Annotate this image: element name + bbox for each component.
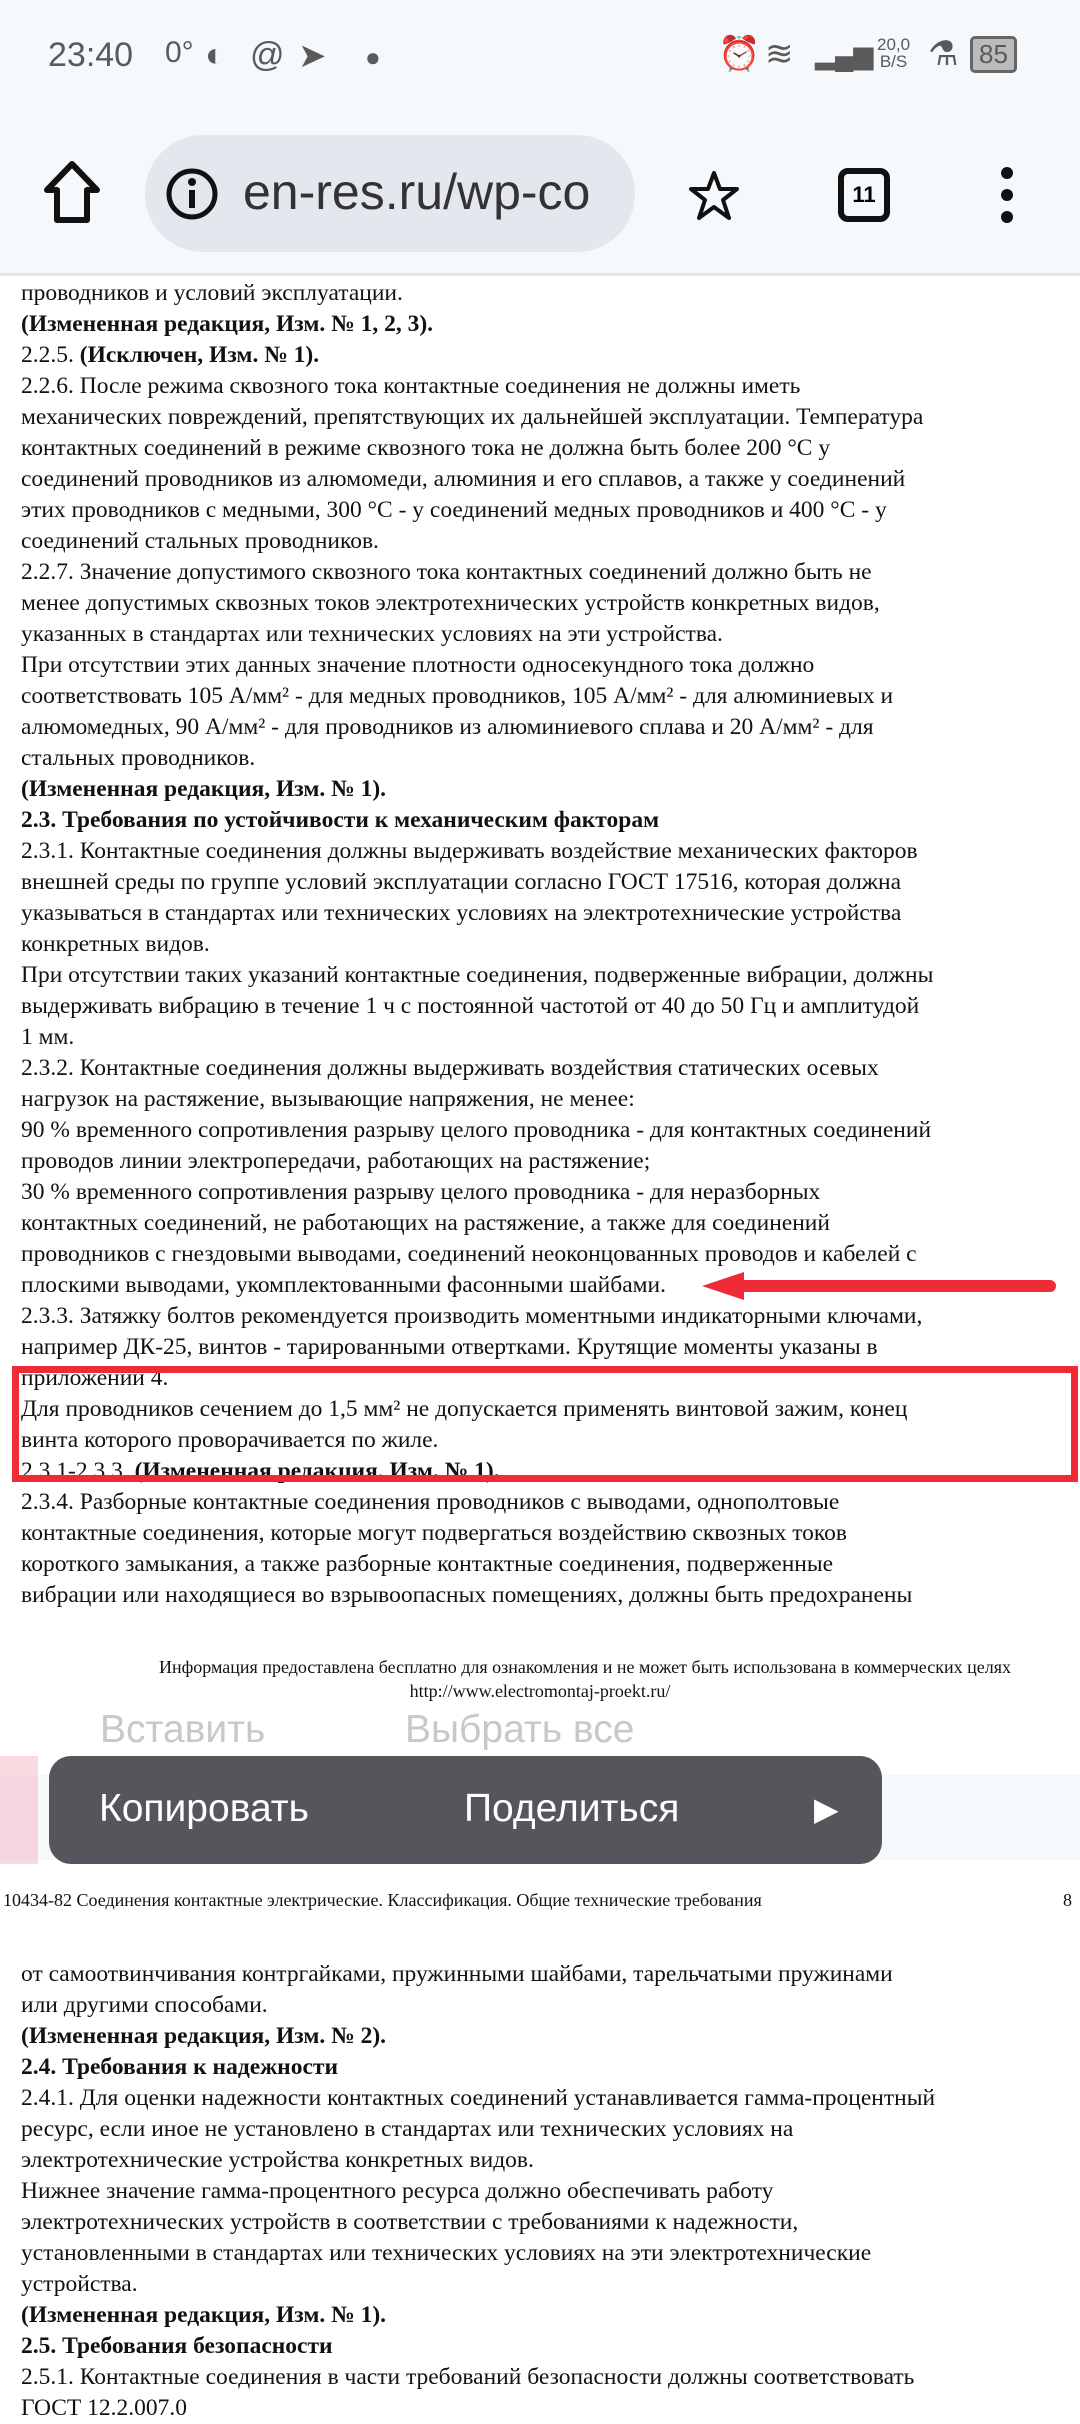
text-normal: 2.3.1-2.3.3.: [21, 1458, 135, 1484]
text-normal: ресурс, если иное не установлено в стандартах или технических условиях на: [21, 2116, 794, 2142]
address-bar[interactable]: [145, 135, 635, 252]
alarm-icon: ⏰: [718, 35, 761, 73]
text-normal: этих проводников с медными, 300 °С - у соединений медных проводников и 400 °С - у: [21, 497, 887, 523]
text-line: [21, 898, 901, 929]
text-normal: стальных проводников.: [21, 745, 256, 771]
text-line: [21, 278, 403, 309]
app-notification-icon: ◐: [205, 36, 226, 74]
text-normal: 1 мм.: [21, 1024, 75, 1050]
text-line: [21, 2207, 798, 2238]
text-line: [21, 1518, 847, 1549]
text-normal: 30 % временного сопротивления разрыву целого проводника - для неразборных: [21, 1179, 821, 1205]
text-line: [21, 2176, 773, 2207]
text-line: [21, 1301, 922, 1332]
text-normal: Для проводников сечением до 1,5 мм² не допускается применять винтовой зажим, конец: [21, 1396, 908, 1422]
text-line: [21, 433, 830, 464]
text-normal: контактные соединения, которые могут подвергаться воздействию сквозных токов: [21, 1520, 847, 1546]
text-line: [21, 1115, 931, 1146]
text-line: [21, 619, 723, 650]
text-line: [21, 1146, 650, 1177]
text-line: [21, 2145, 534, 2176]
text-normal: например ДК-25, винтов - тарированными отвертками. Крутящие моменты указаны в: [21, 1334, 878, 1360]
text-line: [21, 1239, 917, 1270]
text-line: [21, 774, 386, 805]
text-line: [21, 588, 880, 619]
text-line: [21, 1270, 666, 1301]
text-line: [21, 743, 255, 774]
text-line: [21, 1177, 820, 1208]
text-normal: Нижнее значение гамма-процентного ресурса должно обеспечивать работу: [21, 2178, 774, 2204]
text-normal: установленными в стандартах или технических условиях на эти электротехнические: [21, 2240, 872, 2266]
text-line: [21, 371, 800, 402]
text-line: [21, 1208, 830, 1239]
text-line: [21, 526, 379, 557]
text-normal: конкретных видов.: [21, 931, 210, 957]
text-normal: электротехнических устройств в соответствии с требованиями к надежности,: [21, 2209, 799, 2235]
text-line: [21, 2331, 333, 2362]
text-line: [21, 1022, 74, 1053]
text-line: [21, 2238, 871, 2269]
text-line: [21, 712, 874, 743]
text-line: [21, 1580, 912, 1611]
text-line: [21, 681, 893, 712]
text-normal: вибрации или находящиеся во взрывоопасных помещениях, должны быть предохранены: [21, 1582, 913, 1608]
text-normal: 90 % временного сопротивления разрыву целого проводника - для контактных соединений: [21, 1117, 932, 1143]
text-bold: 2.5. Требования безопасности: [21, 2333, 333, 2359]
text-bold: (Измененная редакция, Изм. № 2).: [21, 2023, 387, 2049]
clock: 23:40: [48, 36, 134, 74]
browser-toolbar: [0, 110, 1080, 276]
telegram-icon: ➤: [298, 37, 327, 75]
text-normal: 2.5.1. Контактные соединения в части требований безопасности должны соответствовать: [21, 2364, 915, 2390]
text-normal: менее допустимых сквозных токов электротехнических устройств конкретных видов,: [21, 590, 880, 616]
text-line: [21, 805, 659, 836]
text-line: [21, 1990, 268, 2021]
text-line: [21, 1332, 878, 1363]
text-normal: указываться в стандартах или технических условиях на электротехнические устройства: [21, 900, 902, 926]
copy-button[interactable]: Копировать: [99, 1787, 309, 1830]
more-arrow-icon[interactable]: ▶: [814, 1791, 839, 1827]
ghost-search-icon: [0, 1756, 38, 1864]
footer-notice: Информация предоставлена бесплатно для ознакомления и не может быть использована в коммерческих целях: [159, 1657, 1011, 1677]
text-normal: 2.3.3. Затяжку болтов рекомендуется производить моментными индикаторными ключами,: [21, 1303, 923, 1329]
wifi-icon: ≋: [765, 35, 794, 73]
text-line: [21, 495, 887, 526]
text-normal: соединений стальных проводников.: [21, 528, 379, 554]
text-line: [21, 836, 918, 867]
text-line: [21, 1053, 879, 1084]
text-normal: 2.3.4. Разборные контактные соединения проводников с выводами, однополтовые: [21, 1489, 840, 1515]
temperature: 0°: [165, 36, 194, 69]
url-text[interactable]: en-res.ru/wp-co: [243, 164, 591, 220]
text-normal: указанных в стандартах или технических условиях на эти устройства.: [21, 621, 723, 647]
text-line: [21, 340, 319, 371]
text-bold: (Измененная редакция, Изм. № 1).: [134, 1458, 500, 1484]
text-bold: (Исключен, Изм. № 1).: [79, 342, 320, 368]
text-normal: от самоотвинчивания контргайками, пружинными шайбами, тарельчатыми пружинами: [21, 1961, 893, 1987]
text-line: [21, 991, 919, 1022]
text-normal: При отсутствии таких указаний контактные соединения, подверженные вибрации, должны: [21, 962, 934, 988]
text-normal: алюмомедных, 90 А/мм² - для проводников из алюминиевого сплава и 20 А/мм² - для: [21, 714, 874, 740]
text-bold: (Измененная редакция, Изм. № 1, 2, 3).: [21, 311, 434, 337]
text-line: [21, 2052, 338, 2083]
text-normal: или другими способами.: [21, 1992, 268, 2018]
text-line: [21, 2114, 793, 2145]
ghost-select-all: Выбрать все: [405, 1708, 635, 1751]
text-line: [21, 464, 905, 495]
text-line: [21, 309, 433, 340]
text-normal: проводов линии электропередачи, работающих на растяжение;: [21, 1148, 651, 1174]
text-line: [21, 650, 814, 681]
text-normal: соответствовать 105 А/мм² - для медных проводников, 105 А/мм² - для алюминиевых и: [21, 683, 894, 709]
text-line: [21, 2362, 914, 2393]
text-line: [21, 2393, 187, 2424]
text-normal: внешней среды по группе условий эксплуатации согласно ГОСТ 17516, которая должна: [21, 869, 902, 895]
battery: 85: [970, 36, 1017, 73]
text-line: [21, 1959, 893, 1990]
text-line: [21, 1487, 839, 1518]
text-line: [21, 1549, 833, 1580]
text-line: [21, 960, 933, 991]
text-bold: 2.4. Требования к надежности: [21, 2054, 338, 2080]
text-normal: нагрузок на растяжение, вызывающие напряжения, не менее:: [21, 1086, 635, 1112]
text-normal: приложении 4.: [21, 1365, 169, 1391]
text-normal: плоскими выводами, укомплектованными фасонными шайбами.: [21, 1272, 666, 1298]
text-normal: механических повреждений, препятствующих их дальнейшей эксплуатации. Температура: [21, 404, 924, 430]
text-selection-menu: [49, 1756, 882, 1864]
text-line: [21, 557, 872, 588]
text-normal: 2.3.1. Контактные соединения должны выдерживать воздействие механических факторов: [21, 838, 918, 864]
ghost-paste: Вставить: [100, 1708, 266, 1751]
text-bold: (Измененная редакция, Изм. № 1).: [21, 2302, 387, 2328]
text-normal: соединений проводников из алюмомеди, алюминия и его сплавов, а также у соединений: [21, 466, 906, 492]
page-header-title: 10434-82 Соединения контактные электрические. Классификация. Общие технические требования: [3, 1890, 762, 1910]
arrow-head: [702, 1272, 744, 1300]
menu-icon[interactable]: [995, 165, 1019, 225]
text-normal: электротехнические устройства конкретных видов.: [21, 2147, 534, 2173]
text-line: [21, 1084, 635, 1115]
text-normal: 2.2.5.: [21, 342, 80, 368]
signal-icon: ▂▄▆: [815, 40, 874, 70]
text-normal: 2.4.1. Для оценки надежности контактных соединений устанавливается гамма-процентный: [21, 2085, 936, 2111]
status-bar: [0, 0, 1080, 110]
text-bold: 2.3. Требования по устойчивости к механическим факторам: [21, 807, 660, 833]
highlight-box: [12, 1366, 1078, 1482]
text-normal: винта которого проворачивается по жиле.: [21, 1427, 439, 1453]
text-bold: (Измененная редакция, Изм. № 1).: [21, 776, 387, 802]
text-normal: При отсутствии этих данных значение плотности односекундного тока должно: [21, 652, 815, 678]
text-normal: ГОСТ 12.2.007.0: [21, 2395, 188, 2421]
text-normal: проводников с гнездовыми выводами, соединений неоконцованных проводов и кабелей с: [21, 1241, 917, 1267]
text-line: [21, 929, 210, 960]
text-normal: 2.2.6. После режима сквозного тока контактные соединения не должны иметь: [21, 373, 801, 399]
text-normal: короткого замыкания, а также разборные контактные соединения, подверженные: [21, 1551, 834, 1577]
info-icon[interactable]: [165, 167, 219, 221]
text-normal: контактных соединений, не работающих на растяжение, а также для соединений: [21, 1210, 830, 1236]
text-normal: 2.2.7. Значение допустимого сквозного тока контактных соединений должно быть не: [21, 559, 872, 585]
text-normal: проводников и условий эксплуатации.: [21, 280, 403, 306]
text-line: [21, 2300, 386, 2331]
dot-icon: ●: [365, 42, 381, 72]
arrow-annotation: [700, 1271, 1060, 1301]
text-normal: устройства.: [21, 2271, 138, 2297]
text-normal: контактных соединений в режиме сквозного тока не должна быть более 200 °С у: [21, 435, 831, 461]
footer-link[interactable]: http://www.electromontaj-proekt.ru/: [409, 1681, 671, 1701]
page-number: 8: [1063, 1890, 1072, 1910]
text-line: [21, 2083, 935, 2114]
share-button[interactable]: Поделиться: [464, 1787, 680, 1830]
text-normal: 2.3.2. Контактные соединения должны выдерживать воздействия статических осевых: [21, 1055, 879, 1081]
text-normal: выдерживать вибрацию в течение 1 ч с постоянной частотой от 40 до 50 Гц и амплитудой: [21, 993, 920, 1019]
flask-icon: ⚗: [928, 35, 959, 73]
network-speed: 20,0 B/S: [877, 35, 911, 71]
at-icon: @: [250, 36, 285, 74]
text-line: [21, 2269, 138, 2300]
home-icon[interactable]: [43, 160, 101, 224]
tabs-button[interactable]: 11: [838, 168, 890, 222]
text-line: [21, 2021, 386, 2052]
text-line: [21, 867, 901, 898]
text-line: [21, 402, 923, 433]
bookmark-star-icon[interactable]: [688, 170, 740, 222]
